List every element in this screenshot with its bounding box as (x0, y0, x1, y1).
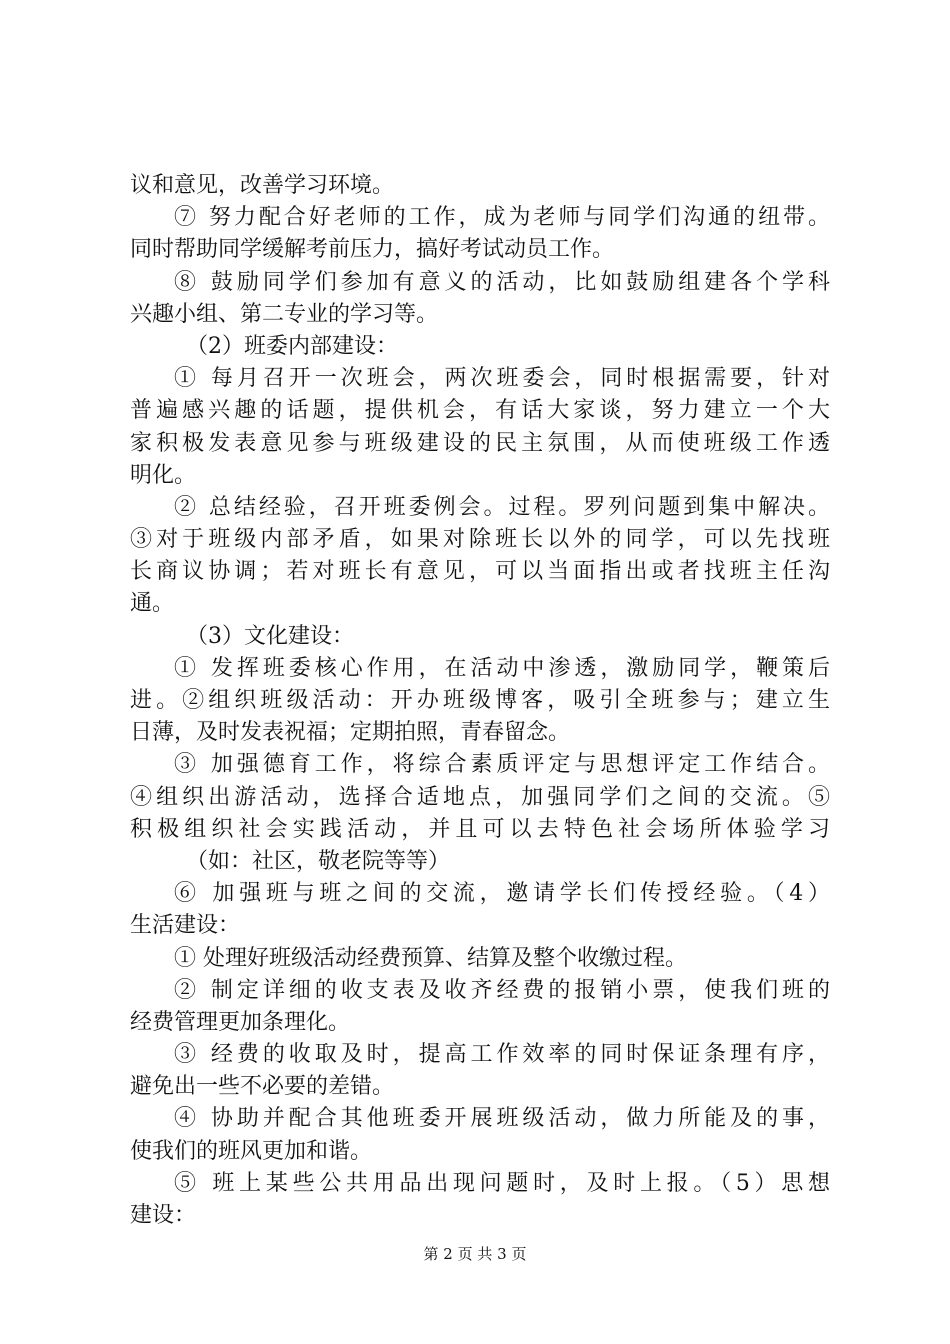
text-line: ② 总结经验，召开班委例会。过程。罗列问题到集中解决。 (174, 494, 830, 520)
text-line: ② 制定详细的收支表及收齐经费的报销小票，使我们班的 (174, 977, 830, 1003)
text-line: 长商议协调；若对班长有意见，可以当面指出或者找班主任沟 (130, 559, 830, 585)
text-line: ③ 经费的收取及时，提高工作效率的同时保证条理有序， (174, 1042, 830, 1068)
text-line: 议和意见，改善学习环境。 (130, 173, 395, 198)
text-line: ① 发挥班委核心作用，在活动中渗透，激励同学，鞭策后 (174, 655, 830, 681)
text-line: 同时帮助同学缓解考前压力，搞好考试动员工作。 (130, 237, 615, 263)
text-line: 进。②组织班级活动：开办班级博客，吸引全班参与；建立生 (130, 688, 830, 713)
text-line: 经费管理更加条理化。 (130, 1009, 351, 1035)
text-line: 建设： (130, 1203, 197, 1228)
text-line: ⑦ 努力配合好老师的工作，成为老师与同学们沟通的纽带。 (174, 205, 830, 231)
text-line: 避免出一些不必要的差错。 (130, 1074, 395, 1100)
page-number-footer: 第 2 页 共 3 页 (423, 1245, 527, 1263)
text-line: ④ 协助并配合其他班委开展班级活动，做力所能及的事， (174, 1106, 830, 1132)
text-line: ⑧ 鼓励同学们参加有意义的活动，比如鼓励组建各个学科 (174, 269, 830, 295)
text-line: 积极组织社会实践活动，并且可以去特色社会场所体验学习 (130, 816, 830, 842)
text-line: 生活建设： (130, 913, 241, 939)
text-line: ① 处理好班级活动经费预算、结算及整个收缴过程。 (174, 945, 687, 971)
text-line: ③对于班级内部矛盾，如果对除班长以外的同学，可以先找班 (130, 527, 830, 553)
text-line: 通。 (130, 591, 175, 617)
text-line: 兴趣小组、第二专业的学习等。 (130, 301, 439, 327)
text-line: （如：社区，敬老院等等） (186, 848, 451, 874)
text-line: ④组织出游活动，选择合适地点，加强同学们之间的交流。⑤ (130, 784, 830, 810)
text-line: ① 每月召开一次班会，两次班委会，同时根据需要，针对 (174, 366, 830, 392)
text-line: 普遍感兴趣的话题，提供机会，有话大家谈，努力建立一个大 (130, 398, 830, 424)
text-line: ⑥ 加强班与班之间的交流，邀请学长们传授经验。（4） (174, 881, 830, 907)
text-line: 明化。 (130, 462, 197, 488)
text-line: ⑤ 班上某些公共用品出现问题时，及时上报。（5）思想 (174, 1170, 830, 1196)
text-line: 日薄，及时发表祝福；定期拍照，青春留念。 (130, 720, 571, 746)
text-line: ③ 加强德育工作，将综合素质评定与思想评定工作结合。 (174, 752, 830, 778)
section-heading: （3）文化建设： (186, 623, 354, 649)
text-line: 使我们的班风更加和谐。 (130, 1138, 373, 1164)
section-heading: （2）班委内部建设： (186, 333, 398, 359)
document-body (130, 170, 830, 1232)
text-line: 家积极发表意见参与班级建设的民主氛围，从而使班级工作透 (130, 430, 830, 456)
